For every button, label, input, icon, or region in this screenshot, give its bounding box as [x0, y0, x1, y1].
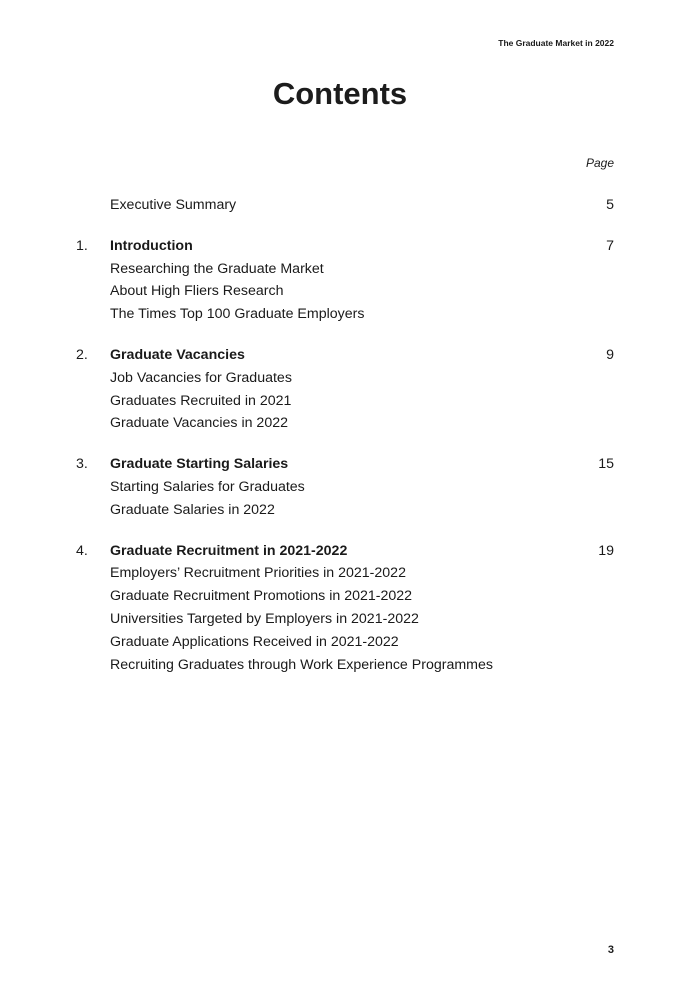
- page-column-label: Page: [585, 156, 614, 170]
- toc-entry-title: Graduate Vacancies: [110, 346, 245, 363]
- toc-entry[interactable]: [0, 344, 680, 367]
- toc-subentry[interactable]: [0, 258, 680, 281]
- toc-subentry[interactable]: [0, 654, 680, 677]
- toc-subentry[interactable]: [0, 412, 680, 435]
- toc-subentry[interactable]: [0, 608, 680, 631]
- toc-entry-number: 1.: [76, 237, 88, 254]
- toc-entry-title: Graduate Recruitment in 2021-2022: [110, 542, 348, 559]
- toc-subentry-title: The Times Top 100 Graduate Employers: [110, 306, 365, 323]
- toc-entry-page: 9: [606, 346, 614, 363]
- toc-subentry[interactable]: [0, 303, 680, 326]
- toc-entry-page: 19: [598, 542, 614, 559]
- toc-subentry-title: Graduate Recruitment Promotions in 2021-2022: [110, 588, 413, 605]
- toc-entry-number: 2.: [76, 346, 88, 363]
- running-header: The Graduate Market in 2022: [498, 38, 614, 48]
- toc-subentry[interactable]: [0, 476, 680, 499]
- toc-subentry[interactable]: [0, 280, 680, 303]
- toc-section: [0, 194, 680, 217]
- toc-subentry-title: Universities Targeted by Employers in 2021-2022: [110, 610, 419, 627]
- toc-subentry[interactable]: [0, 390, 680, 413]
- toc-entry-page: 7: [606, 237, 614, 254]
- toc-entry[interactable]: [0, 194, 680, 217]
- toc-entry-page: 15: [598, 456, 614, 473]
- toc-entry-page: 5: [606, 197, 614, 213]
- toc-entry-number: 4.: [76, 542, 88, 559]
- toc-subentry-title: Recruiting Graduates through Work Experience Programmes: [110, 656, 493, 673]
- toc-section: [0, 540, 680, 677]
- table-of-contents: [0, 194, 680, 694]
- toc-entry-title: Introduction: [110, 237, 193, 254]
- toc-entry[interactable]: [0, 540, 680, 563]
- toc-subentry-title: Graduates Recruited in 2021: [110, 392, 292, 409]
- toc-section: [0, 344, 680, 435]
- page-number: 3: [607, 944, 614, 956]
- toc-section: [0, 453, 680, 521]
- page-title: Contents: [272, 76, 408, 111]
- toc-section: [0, 235, 680, 326]
- toc-subentry-title: Employers’ Recruitment Priorities in 2021-2022: [110, 565, 406, 582]
- toc-entry-title: Graduate Starting Salaries: [110, 456, 289, 473]
- toc-entry-title: Executive Summary: [110, 197, 237, 213]
- toc-subentry-title: About High Fliers Research: [110, 283, 284, 300]
- toc-entry[interactable]: [0, 453, 680, 476]
- toc-subentry[interactable]: [0, 631, 680, 654]
- toc-subentry[interactable]: [0, 499, 680, 522]
- toc-entry[interactable]: [0, 235, 680, 258]
- toc-subentry-title: Graduate Applications Received in 2021-2022: [110, 633, 399, 650]
- toc-subentry[interactable]: [0, 562, 680, 585]
- toc-subentry-title: Graduate Vacancies in 2022: [110, 415, 288, 432]
- toc-subentry-title: Researching the Graduate Market: [110, 260, 324, 277]
- toc-subentry-title: Graduate Salaries in 2022: [110, 501, 275, 518]
- toc-subentry[interactable]: [0, 585, 680, 608]
- toc-entry-number: 3.: [76, 456, 88, 473]
- toc-subentry[interactable]: [0, 367, 680, 390]
- toc-subentry-title: Starting Salaries for Graduates: [110, 478, 305, 495]
- toc-subentry-title: Job Vacancies for Graduates: [110, 369, 292, 386]
